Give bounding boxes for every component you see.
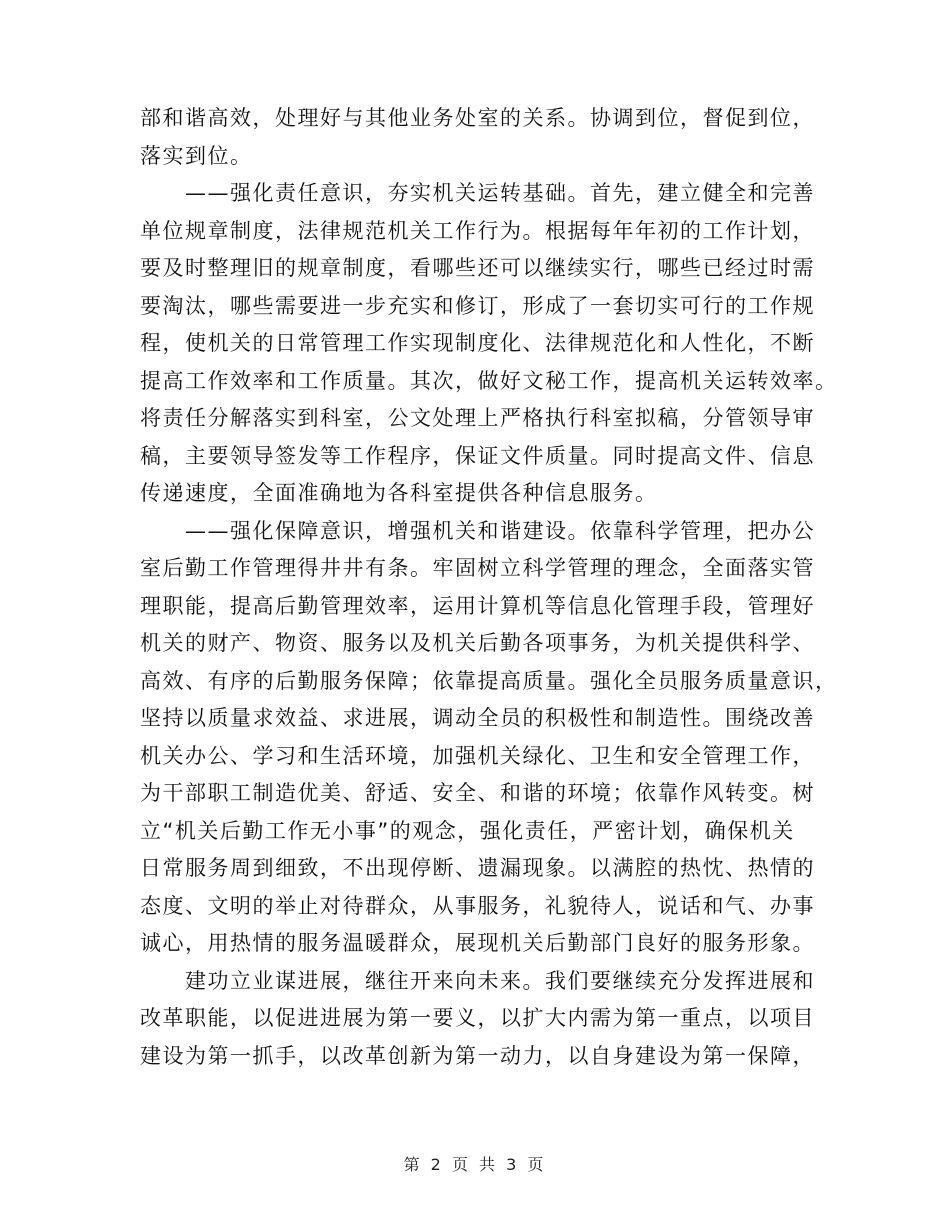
text-line: 室后勤工作管理得井井有条。牢固树立科学管理的理念，全面落实管	[140, 556, 815, 580]
text-line: 高效、有序的后勤服务保障；依靠提高质量。强化全员服务质量意识，	[140, 668, 838, 693]
text-line: 落实到位。	[140, 143, 253, 168]
text-line: 机关的财产、物资、服务以及机关后勤各项事务，为机关提供科学、	[140, 631, 815, 655]
text-line: 程，使机关的日常管理工作实现制度化、法律规范化和人性化，不断	[140, 331, 815, 355]
text-line: 传递速度，全面准确地为各科室提供各种信息服务。	[140, 481, 658, 505]
text-line: 提高工作效率和工作质量。其次，做好文秘工作，提高机关运转效率。	[140, 368, 838, 393]
text-line: 要及时整理旧的规章制度，看哪些还可以继续实行，哪些已经过时需	[140, 256, 815, 280]
text-line: 理职能，提高后勤管理效率，运用计算机等信息化管理手段，管理好	[140, 593, 815, 618]
text-line: 建设为第一抓手，以改革创新为第一动力，以自身建设为第一保障，	[140, 1043, 815, 1068]
text-line: 立“机关后勤工作无小事”的观念，强化责任，严密计划，确保机关	[140, 818, 795, 843]
text-line: 诚心，用热情的服务温暖群众，展现机关后勤部门良好的服务形象。	[140, 931, 815, 955]
text-line: 改革职能，以促进进展为第一要义，以扩大内需为第一重点，以项目	[140, 1006, 815, 1030]
text-line: 部和谐高效，处理好与其他业务处室的关系。协调到位，督促到位，	[140, 106, 815, 130]
text-line: 态度、文明的举止对待群众，从事服务，礼貌待人，说话和气、办事	[140, 893, 815, 918]
text-line: ——强化责任意识，夯实机关运转基础。首先，建立健全和完善	[140, 181, 815, 205]
text-line: 为干部职工制造优美、舒适、安全、和谐的环境；依靠作风转变。树	[140, 781, 815, 805]
text-line: 要淘汰，哪些需要进一步充实和修订，形成了一套切实可行的工作规	[140, 293, 815, 318]
text-line: 机关办公、学习和生活环境，加强机关绿化、卫生和安全管理工作，	[140, 743, 815, 768]
text-line: ——强化保障意识，增强机关和谐建设。依靠科学管理，把办公	[140, 518, 815, 543]
text-line: 日常服务周到细致，不出现停断、遗漏现象。以满腔的热忱、热情的	[140, 856, 815, 880]
text-line: 建功立业谋进展，继往开来向未来。我们要继续充分发挥进展和	[140, 968, 815, 993]
body-text	[140, 100, 838, 1075]
text-line: 稿，主要领导签发等工作程序，保证文件质量。同时提高文件、信息	[140, 443, 815, 468]
text-line: 单位规章制度，法律规范机关工作行为。根据每年年初的工作计划，	[140, 218, 815, 243]
page-number-footer: 第 2 页 共 3 页	[403, 1155, 547, 1174]
text-line: 将责任分解落实到科室，公文处理上严格执行科室拟稿，分管领导审	[140, 406, 815, 430]
text-line: 坚持以质量求效益、求进展，调动全员的积极性和制造性。围绕改善	[140, 706, 815, 730]
